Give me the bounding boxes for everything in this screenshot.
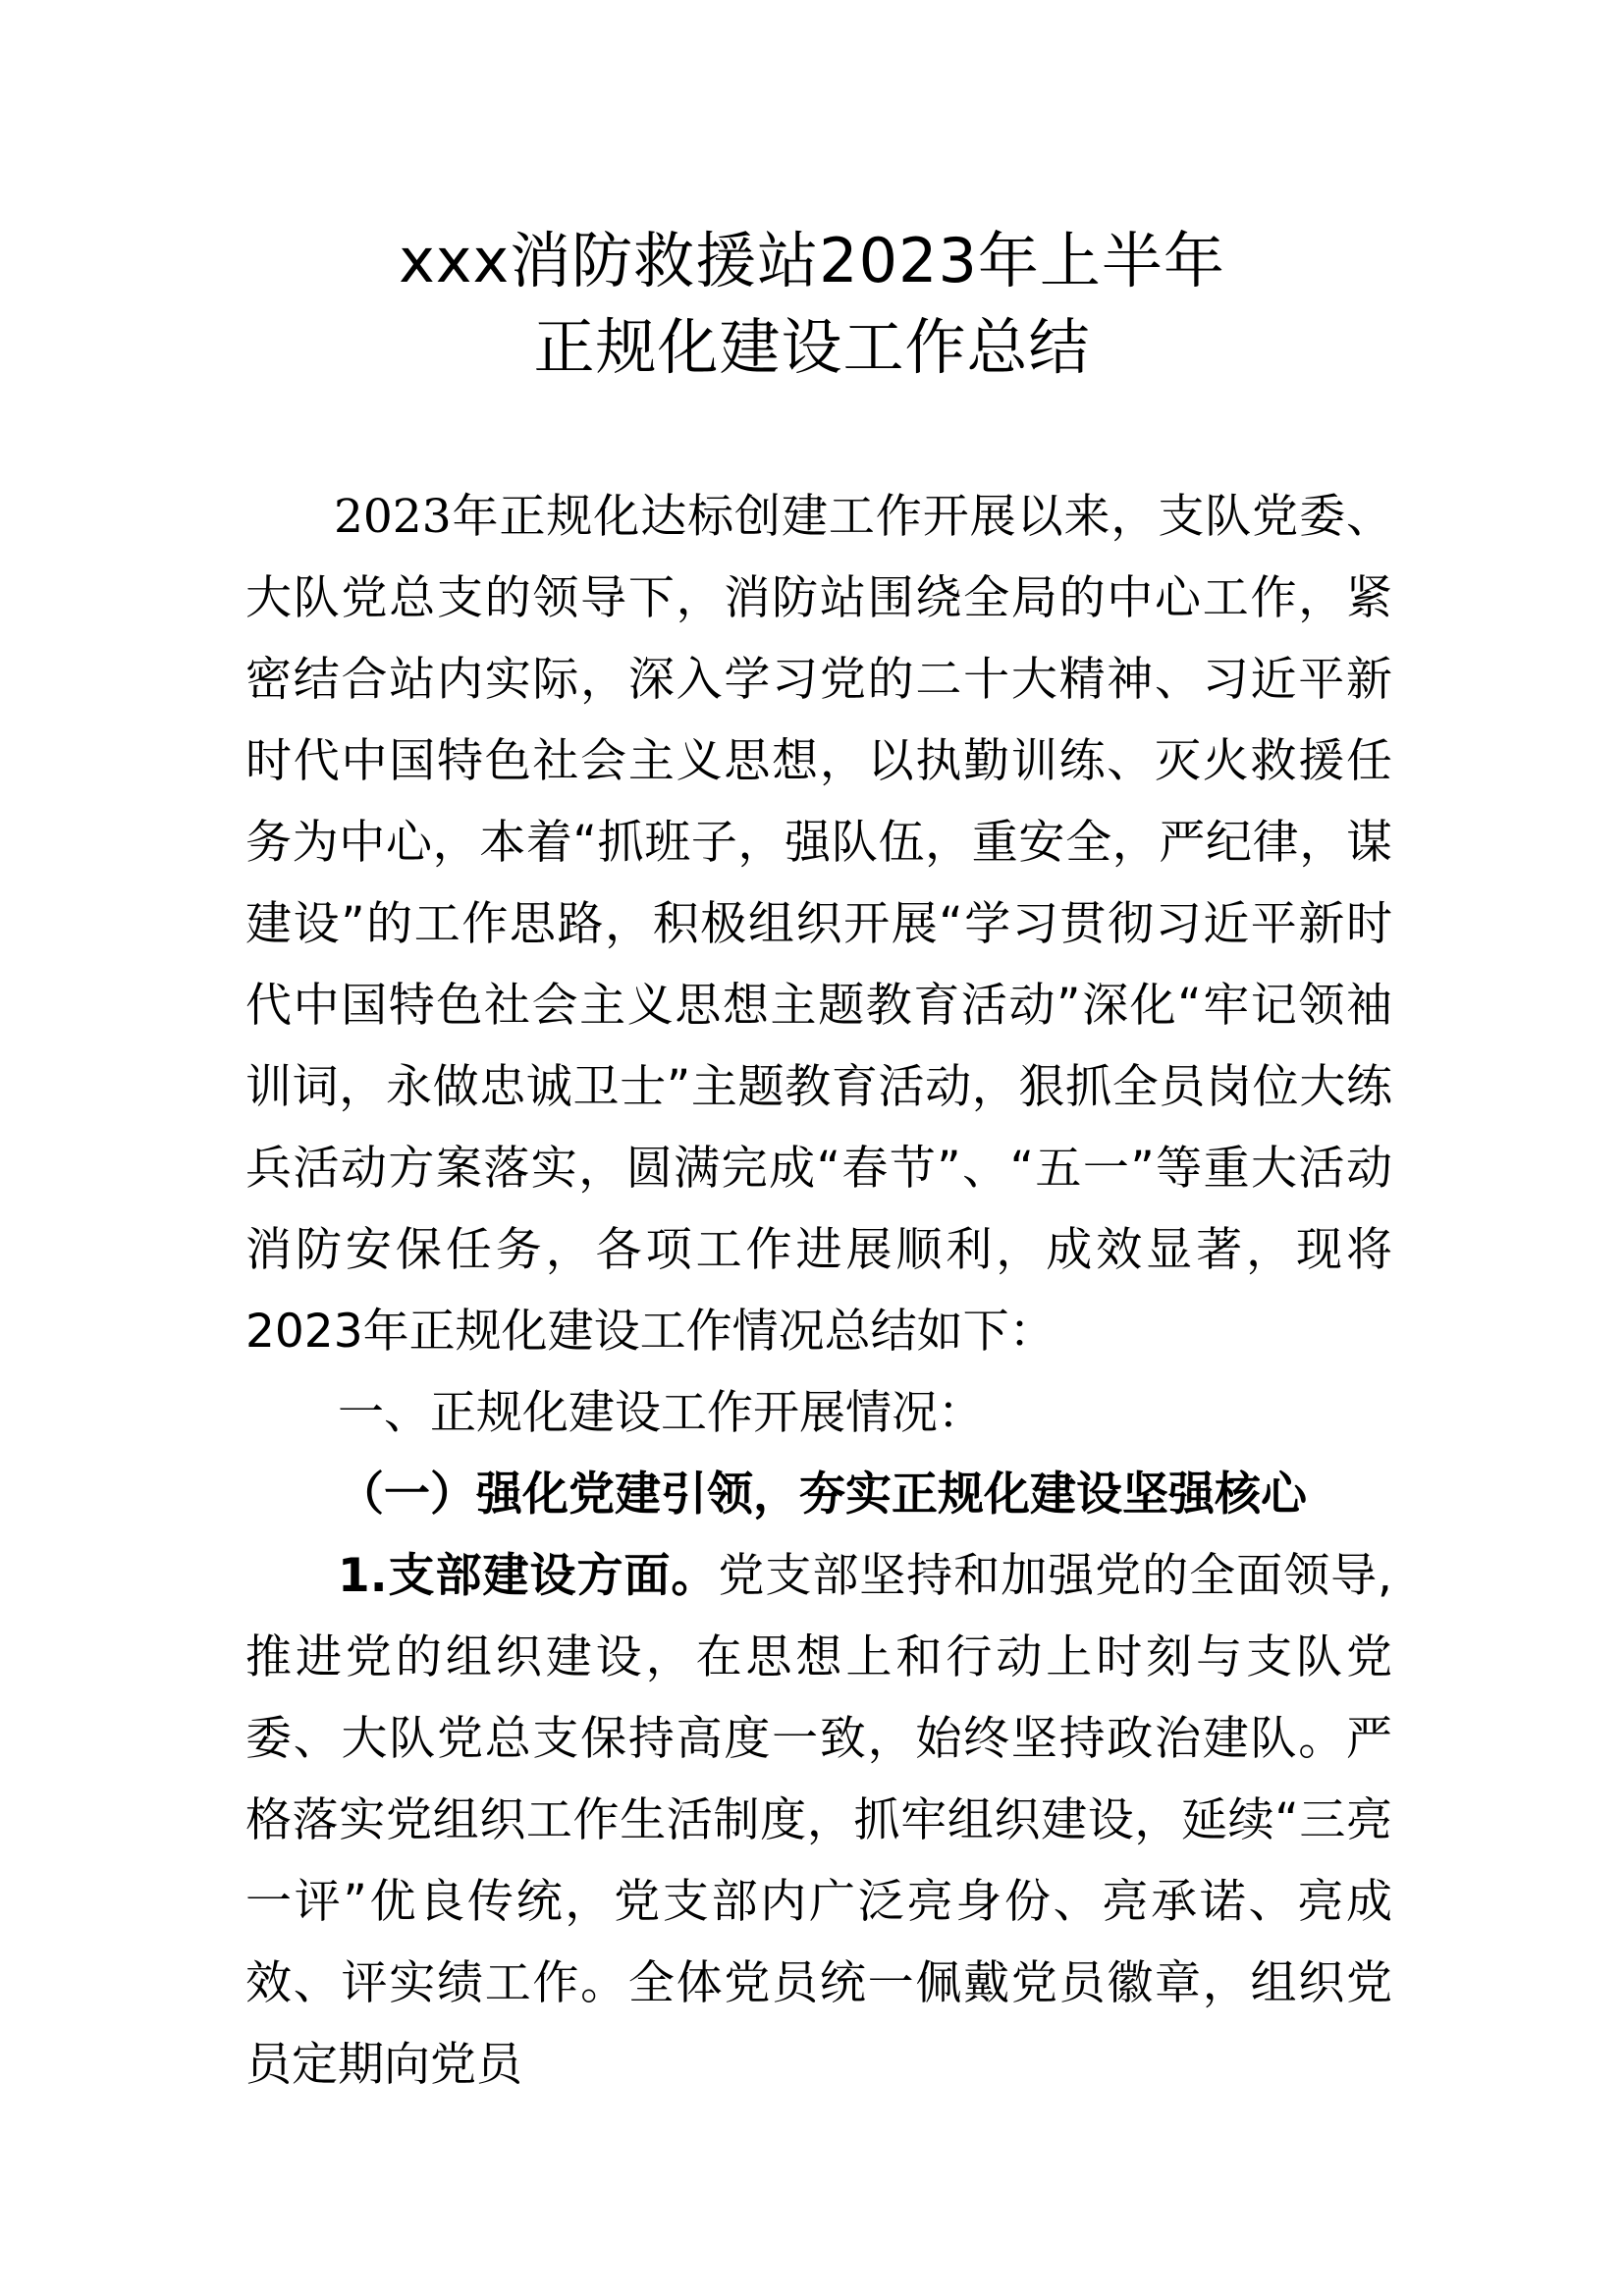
section-1-heading: 一、正规化建设工作开展情况： [338, 1386, 984, 1440]
subsection-1-heading: （一）强化党建引领，夯实正规化建设坚强核心 [338, 1468, 1307, 1522]
item-1-paragraph [245, 1535, 1392, 2106]
item-1-lead: 1.支部建设方面。 [338, 1549, 719, 1603]
item-1-text: 党支部坚持和加强党的全面领导,推进党的组织建设，在思想上和行动上时刻与支队党委、大队党总支保持高度一致，始终坚持政治建队。严格落实党组织工作生活制度，抓牢组织建设，延续“三亮一评”优良传统，党支部内广泛亮身份、亮承诺、亮成效、评实绩工作。全体党员统一佩戴党员徽章，组织党员定期向党员 [245, 1549, 1392, 2092]
document-title-line-2: 正规化建设工作总结 [533, 311, 1091, 383]
document-body [245, 476, 1392, 2106]
intro-paragraph [245, 476, 1392, 1372]
document-title-line-1: xxx消防救援站2023年上半年 [399, 225, 1225, 296]
intro-year: 2023 [334, 490, 452, 544]
intro-text: 年正规化达标创建工作开展以来，支队党委、大队党总支的领导下，消防站围绕全局的中心工作，紧密结合站内实际，深入学习党的二十大精神、习近平新时代中国特色社会主义思想，以执勤训练、灭火救援任务为中心，本着“抓班子，强队伍，重安全，严纪律，谋建设”的工作思路，积极组织开展“学习贯彻习近平新时代中国特色社会主义思想主题教育活动”深化“牢记领袖训词，永做忠诚卫士”主题教育活动，狠抓全员岗位大练兵活动方案落实，圆满完成“春节”、“五一”等重大活动消防安保任务，各项工作进展顺利，成效显著，现将2023年正规化建设工作情况总结如下： [245, 490, 1392, 1359]
